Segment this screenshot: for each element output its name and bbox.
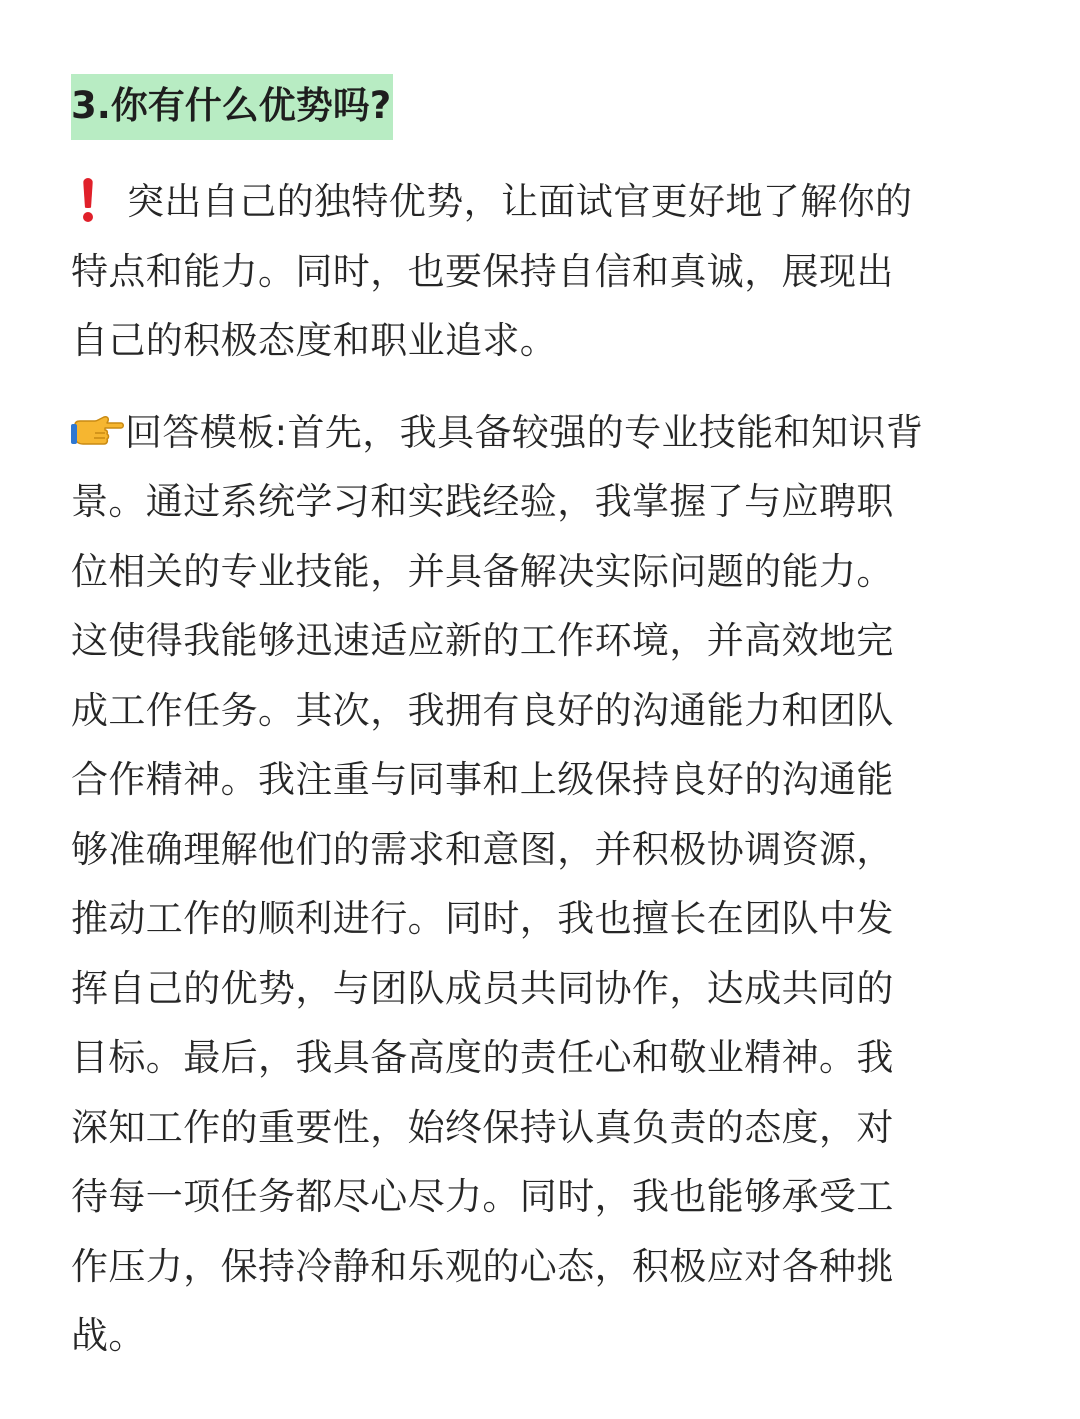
answer-paragraph: [71, 398, 1011, 1371]
answer-line: 深知工作的重要性，始终保持认真负责的态度，对: [71, 1105, 894, 1149]
intro-line: 突出自己的独特优势，让面试官更好地了解你的: [127, 180, 913, 223]
answer-line: 回答模板:首先，我具备较强的专业技能和知识背: [125, 410, 924, 454]
answer-line: 够准确理解他们的需求和意图，并积极协调资源，: [71, 827, 894, 871]
answer-line: 目标。最后，我具备高度的责任心和敬业精神。我: [71, 1036, 894, 1079]
intro-line: 自己的积极态度和职业追求。: [71, 319, 558, 362]
answer-line: 位相关的专业技能，并具备解决实际问题的能力。: [71, 549, 894, 593]
pointing-hand-icon: [71, 402, 125, 436]
answer-line: 成工作任务。其次，我拥有良好的沟通能力和团队: [71, 688, 894, 732]
exclamation-icon: [71, 167, 127, 237]
answer-line: 合作精神。我注重与同事和上级保持良好的沟通能: [71, 758, 894, 801]
answer-line: 作压力，保持冷静和乐观的心态，积极应对各种挑: [71, 1244, 894, 1288]
section-title: 3.你有什么优势吗?: [71, 74, 393, 140]
document-page: [71, 74, 1011, 1371]
answer-line: 推动工作的顺利进行。同时，我也擅长在团队中发: [71, 897, 894, 940]
intro-paragraph: [71, 167, 1011, 376]
answer-line: 景。通过系统学习和实践经验，我掌握了与应聘职: [71, 480, 894, 523]
answer-line: 这使得我能够迅速适应新的工作环境，并高效地完: [71, 619, 894, 662]
answer-line: 待每一项任务都尽心尽力。同时，我也能够承受工: [71, 1175, 894, 1218]
answer-line: 挥自己的优势，与团队成员共同协作，达成共同的: [71, 966, 894, 1010]
intro-line: 特点和能力。同时，也要保持自信和真诚，展现出: [71, 249, 894, 293]
answer-line: 战。: [71, 1314, 146, 1357]
